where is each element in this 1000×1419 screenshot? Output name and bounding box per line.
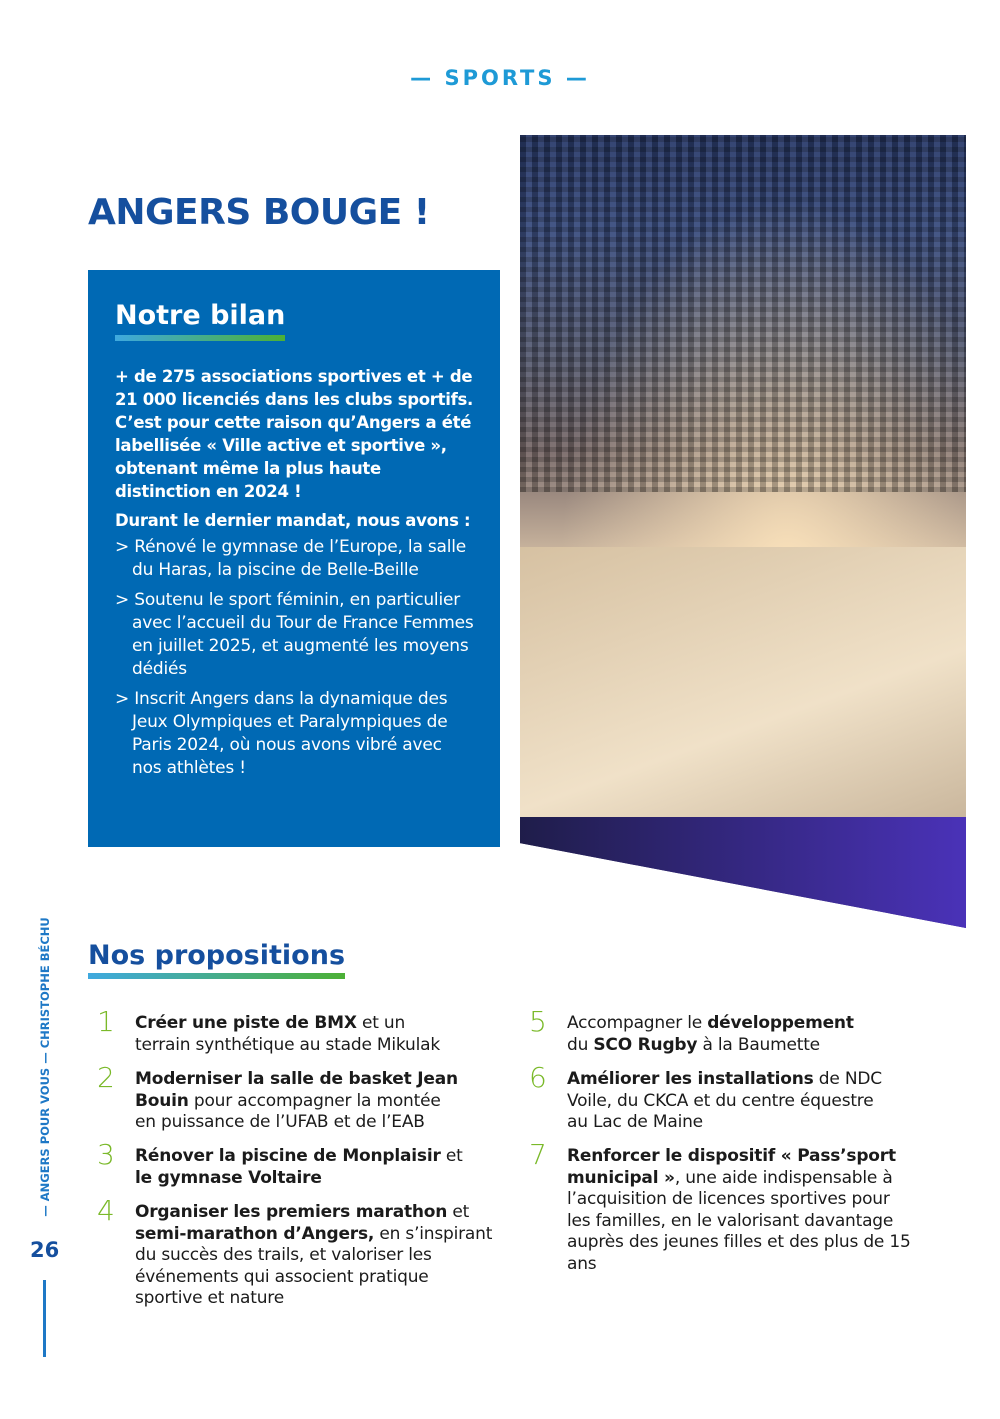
proposition-number: 1: [97, 1005, 115, 1038]
proposition-number: 3: [97, 1138, 115, 1171]
crowd-image: [520, 135, 966, 492]
proposition-text: , une aide indispensable à l’acquisition de licences sportives pour les familles, en le valorisant davantage auprès des jeunes filles et des plus de 15 ans: [567, 1167, 911, 1274]
bilan-item: > Soutenu le sport féminin, en particulier avec l’accueil du Tour de France Femmes en juillet 2025, et augmenté les moyens dédiés: [115, 590, 474, 679]
bilan-lead: Durant le dernier mandat, nous avons :: [115, 511, 471, 530]
proposition-text: Rénover la piscine de Monplaisir: [135, 1146, 441, 1166]
proposition-number: 5: [529, 1005, 547, 1038]
page-number: 26: [30, 1238, 60, 1262]
proposition-item: [529, 1138, 917, 1275]
bilan-intro: + de 275 associations sportives et + de 21 000 licenciés dans les clubs sportifs. C’est pour cette raison qu’Angers a été labellisée « Ville active et sportive », obtenant même la plus haute distinction en 2024 !: [115, 367, 473, 501]
bilan-item: > Rénové le gymnase de l’Europe, la salle du Haras, la piscine de Belle-Beille: [115, 537, 467, 580]
proposition-text: pour accompagner la montée en puissance de l’UFAB et de l’EAB: [135, 1090, 441, 1132]
proposition-text: Améliorer les installations: [567, 1069, 814, 1089]
proposition-number: 7: [529, 1138, 547, 1171]
proposition-text: Renforcer le dispositif « Pass’sport municipal »: [567, 1146, 896, 1188]
proposition-text: et un terrain synthétique au stade Mikulak: [135, 1013, 440, 1055]
proposition-text: semi-marathon d’Angers,: [135, 1223, 375, 1244]
running-title-text: — ANGERS POUR VOUS — CHRISTOPHE BÉCHU: [38, 917, 52, 1217]
proposition-item: [97, 1005, 465, 1056]
proposition-item: [97, 1194, 495, 1310]
section-rubric: — SPORTS —: [410, 66, 590, 90]
proposition-text: Créer une piste de BMX: [135, 1013, 357, 1033]
bilan-item: > Inscrit Angers dans la dynamique des Jeux Olympiques et Paralympiques de Paris 2024, où nous avons vibré avec nos athlètes !: [115, 689, 448, 778]
proposition-text: du: [567, 1034, 594, 1055]
proposition-text: et: [447, 1202, 470, 1222]
propositions-title: Nos propositions: [88, 940, 345, 979]
bilan-heading: Notre bilan: [115, 300, 285, 341]
proposition-text: développement: [707, 1013, 854, 1033]
proposition-text: de NDC Voile, du CKCA et du centre équestre au Lac de Maine: [567, 1069, 882, 1132]
proposition-number: 6: [529, 1061, 547, 1094]
proposition-text: et: [440, 1146, 463, 1166]
page-divider: [43, 1280, 46, 1357]
bilan-box: [88, 270, 500, 847]
basketball-game-photo: [520, 135, 966, 928]
proposition-item: [529, 1005, 867, 1056]
proposition-item: [97, 1061, 465, 1134]
proposition-text: en s’inspirant du succès des trails, et valoriser les événements qui associent pratique sportive et nature: [135, 1223, 493, 1308]
court-image: [520, 547, 966, 825]
proposition-text: SCO Rugby: [593, 1034, 698, 1055]
proposition-text: Moderniser la salle de basket Jean Bouin: [135, 1069, 458, 1111]
court-floor-image: [520, 817, 966, 928]
bilan-list: [115, 536, 474, 780]
page-title: ANGERS BOUGE !: [88, 192, 430, 233]
proposition-number: 2: [97, 1061, 115, 1094]
proposition-text: Organiser les premiers marathon: [135, 1202, 448, 1222]
proposition-number: 4: [97, 1194, 115, 1227]
proposition-item: [529, 1061, 897, 1134]
proposition-text: Accompagner le: [567, 1013, 708, 1033]
proposition-text: le gymnase Voltaire: [135, 1167, 322, 1188]
sidebar-running-title: [28, 917, 62, 1217]
proposition-item: [97, 1138, 465, 1189]
proposition-text: à la Baumette: [697, 1034, 820, 1055]
